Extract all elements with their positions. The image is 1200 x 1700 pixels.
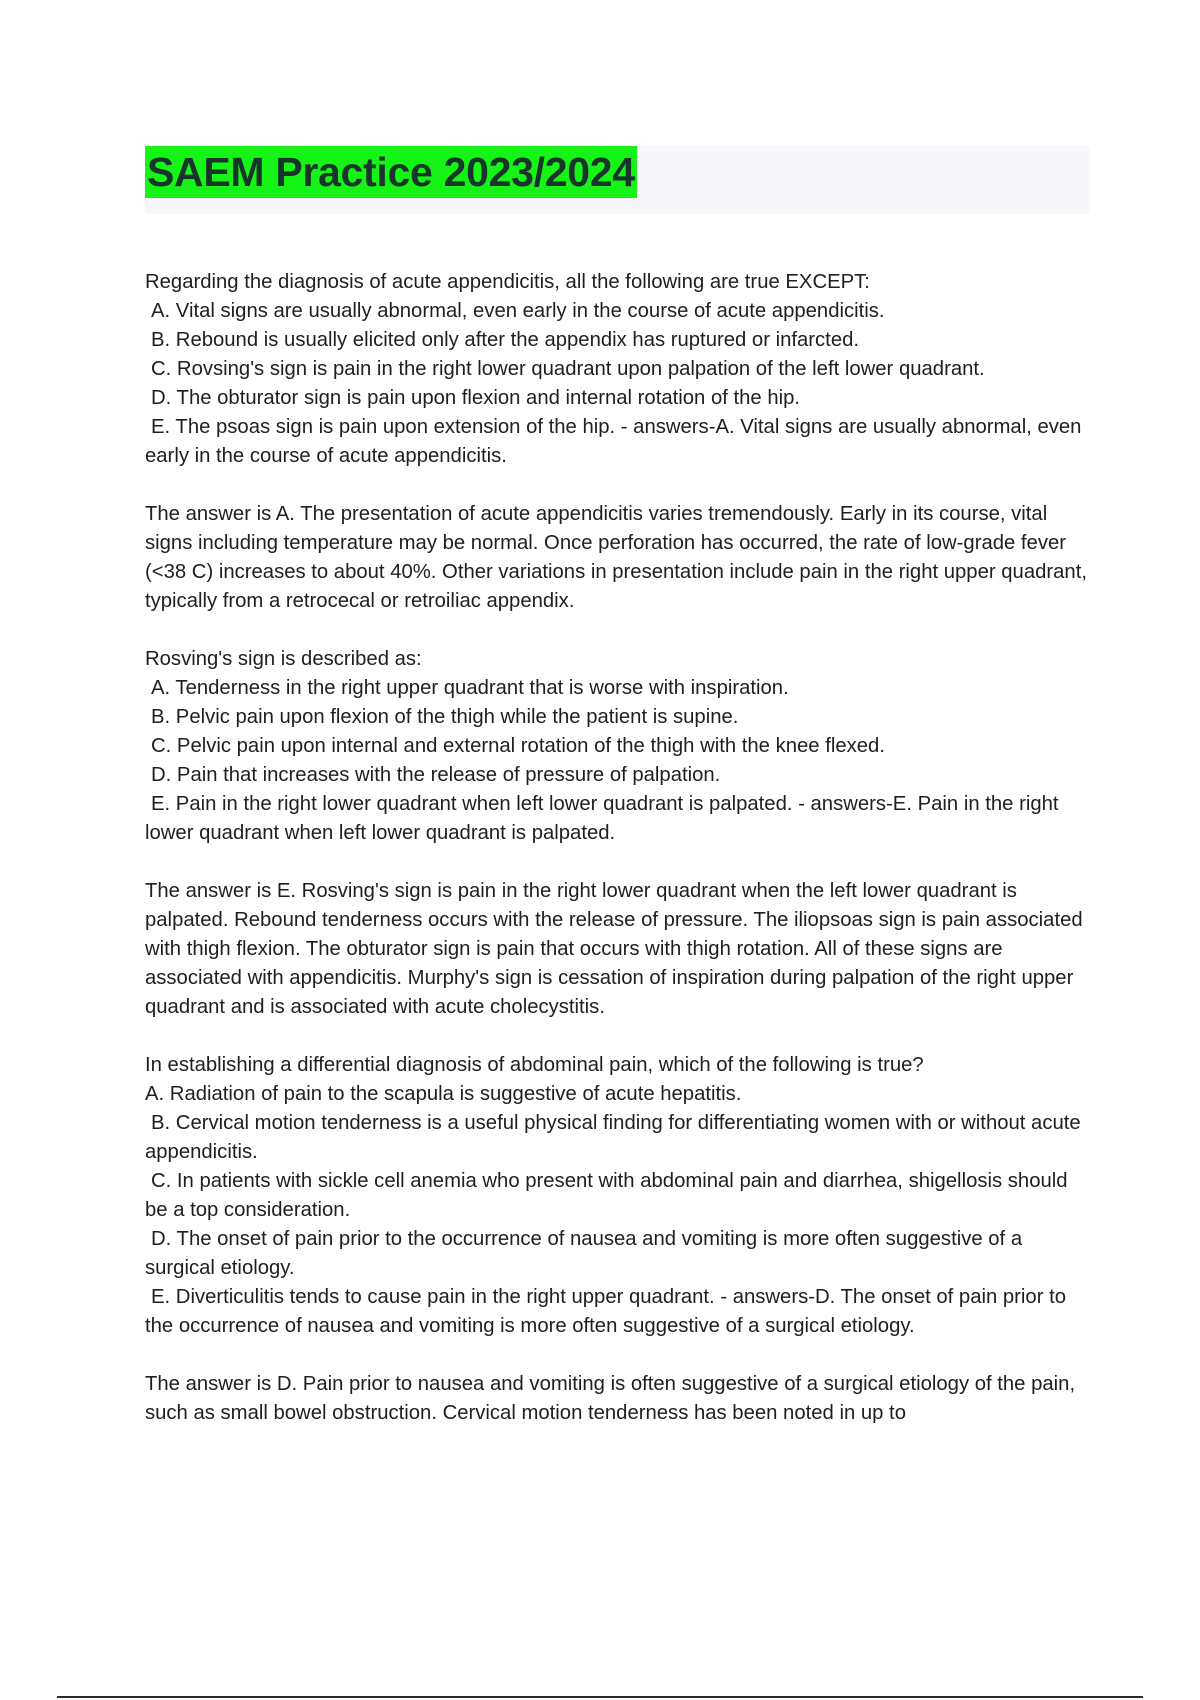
question-2 bbox=[145, 645, 1095, 848]
answer-option: D. The obturator sign is pain upon flexion and internal rotation of the hip. bbox=[151, 387, 801, 409]
explanation-text: The answer is A. The presentation of acute appendicitis varies tremendously. Early in its course, vital signs including temperature may be normal. Once perforation has occurred, the rate of low-grade fever (<38 C) increases to about 40%. Other variations in presentation include pain in the right upper quadrant, typically from a retrocecal or retroiliac appendix. bbox=[145, 503, 1087, 612]
footer-divider bbox=[57, 1696, 1143, 1698]
explanation-2 bbox=[145, 877, 1095, 1022]
answer-option: C. Rovsing's sign is pain in the right lower quadrant upon palpation of the left lower quadrant. bbox=[151, 358, 985, 380]
question-stem: Rosving's sign is described as: bbox=[145, 648, 422, 670]
answer-option: E. Diverticulitis tends to cause pain in the right upper quadrant. - answers-D. The onset of pain prior to the occurrence of nausea and vomiting is more often suggestive of a surgical etiology. bbox=[145, 1286, 1067, 1337]
answer-option: C. In patients with sickle cell anemia who present with abdominal pain and diarrhea, shigellosis should be a top consideration. bbox=[145, 1170, 1068, 1221]
answer-option: C. Pelvic pain upon internal and external rotation of the thigh with the knee flexed. bbox=[151, 735, 885, 757]
question-1 bbox=[145, 268, 1095, 471]
question-3 bbox=[145, 1051, 1095, 1341]
explanation-1 bbox=[145, 500, 1095, 616]
answer-option: A. Vital signs are usually abnormal, even early in the course of acute appendicitis. bbox=[151, 300, 885, 322]
explanation-3 bbox=[145, 1370, 1095, 1428]
explanation-text: The answer is E. Rosving's sign is pain in the right lower quadrant when the left lower quadrant is palpated. Rebound tenderness occurs with the release of pressure. The iliopsoas sign is pain associated with thigh flexion. The obturator sign is pain that occurs with thigh rotation. All of these signs are associated with appendicitis. Murphy's sign is cessation of inspiration during palpation of the right upper quadrant and is associated with acute cholecystitis. bbox=[145, 880, 1083, 1018]
explanation-text: The answer is D. Pain prior to nausea and vomiting is often suggestive of a surgical etiology of the pain, such as small bowel obstruction. Cervical motion tenderness has been noted in up to bbox=[145, 1373, 1076, 1424]
answer-option: D. Pain that increases with the release of pressure of palpation. bbox=[151, 764, 721, 786]
question-stem: In establishing a differential diagnosis of abdominal pain, which of the following is true? bbox=[145, 1054, 924, 1076]
answer-option: B. Cervical motion tenderness is a useful physical finding for differentiating women with or without acute appendicitis. bbox=[145, 1112, 1081, 1163]
page-title: SAEM Practice 2023/2024 bbox=[145, 146, 637, 198]
answer-option: A. Tenderness in the right upper quadrant that is worse with inspiration. bbox=[151, 677, 789, 699]
question-stem: Regarding the diagnosis of acute appendicitis, all the following are true EXCEPT: bbox=[145, 271, 870, 293]
document-body bbox=[145, 268, 1095, 1457]
answer-option: B. Pelvic pain upon flexion of the thigh while the patient is supine. bbox=[151, 706, 739, 728]
answer-option: D. The onset of pain prior to the occurrence of nausea and vomiting is more often suggestive of a surgical etiology. bbox=[145, 1228, 1023, 1279]
answer-option: B. Rebound is usually elicited only after the appendix has ruptured or infarcted. bbox=[151, 329, 860, 351]
answer-option: E. Pain in the right lower quadrant when left lower quadrant is palpated. - answers-E. Pain in the right lower quadrant when left lower quadrant is palpated. bbox=[145, 793, 1059, 844]
answer-option: A. Radiation of pain to the scapula is suggestive of acute hepatitis. bbox=[145, 1083, 742, 1105]
answer-option: E. The psoas sign is pain upon extension of the hip. - answers-A. Vital signs are usually abnormal, even early in the course of acute appendicitis. bbox=[145, 416, 1082, 467]
